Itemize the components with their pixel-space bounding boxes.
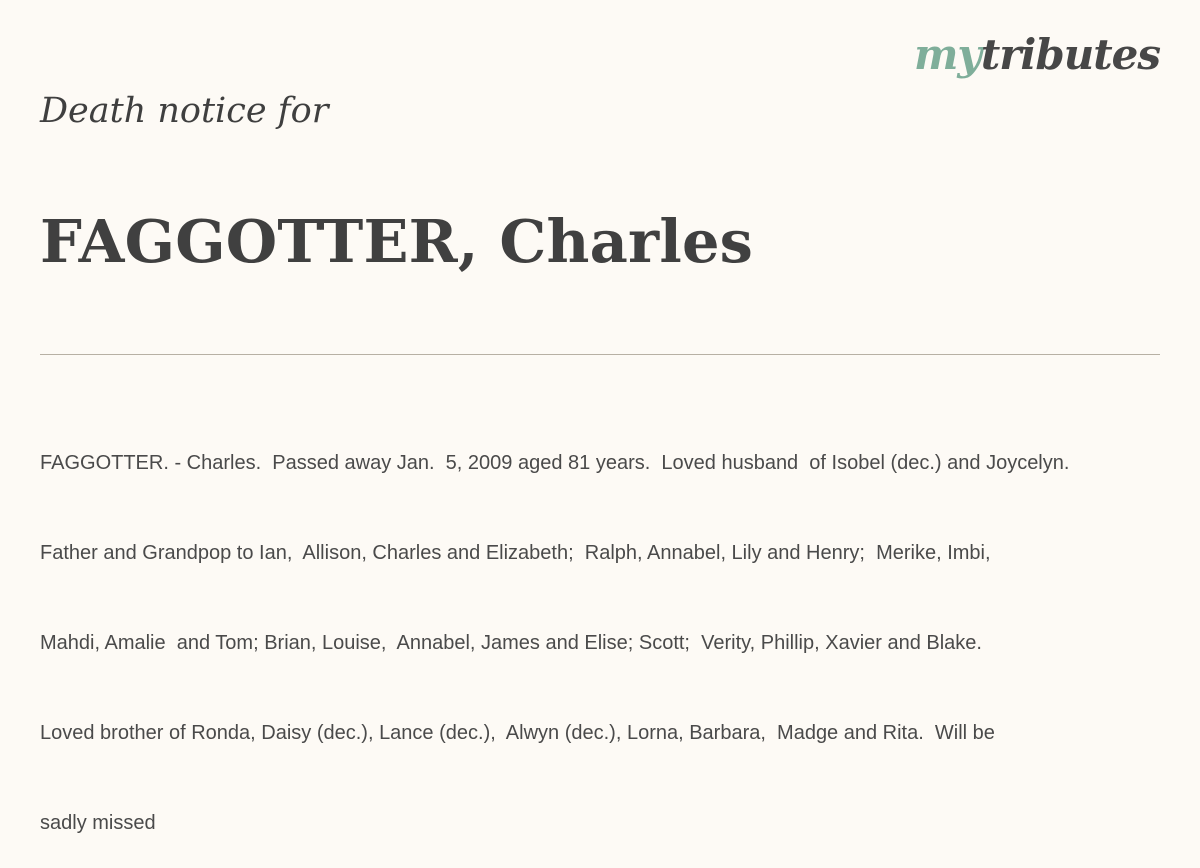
notice-line: FAGGOTTER. - Charles. Passed away Jan. 5, 2009 aged 81 years. Loved husband of Isobel (dec.) and Joycelyn. [40, 452, 1070, 474]
logo-prefix: my [913, 30, 981, 79]
logo-suffix: tributes [980, 30, 1160, 79]
notice-line: sadly missed [40, 812, 156, 834]
death-notice-label: Death notice for [40, 91, 329, 131]
notice-text [40, 388, 1160, 868]
deceased-name: FAGGOTTER, Charles [40, 207, 754, 276]
divider [40, 354, 1160, 355]
notice-line: Father and Grandpop to Ian, Allison, Charles and Elizabeth; Ralph, Annabel, Lily and Henry; Merike, Imbi, [40, 542, 991, 564]
mytributes-logo[interactable] [913, 30, 1160, 79]
notice-line: Mahdi, Amalie and Tom; Brian, Louise, Annabel, James and Elise; Scott; Verity, Phillip, Xavier and Blake. [40, 632, 982, 654]
notice-line: Loved brother of Ronda, Daisy (dec.), Lance (dec.), Alwyn (dec.), Lorna, Barbara, Madge and Rita. Will be [40, 722, 995, 744]
